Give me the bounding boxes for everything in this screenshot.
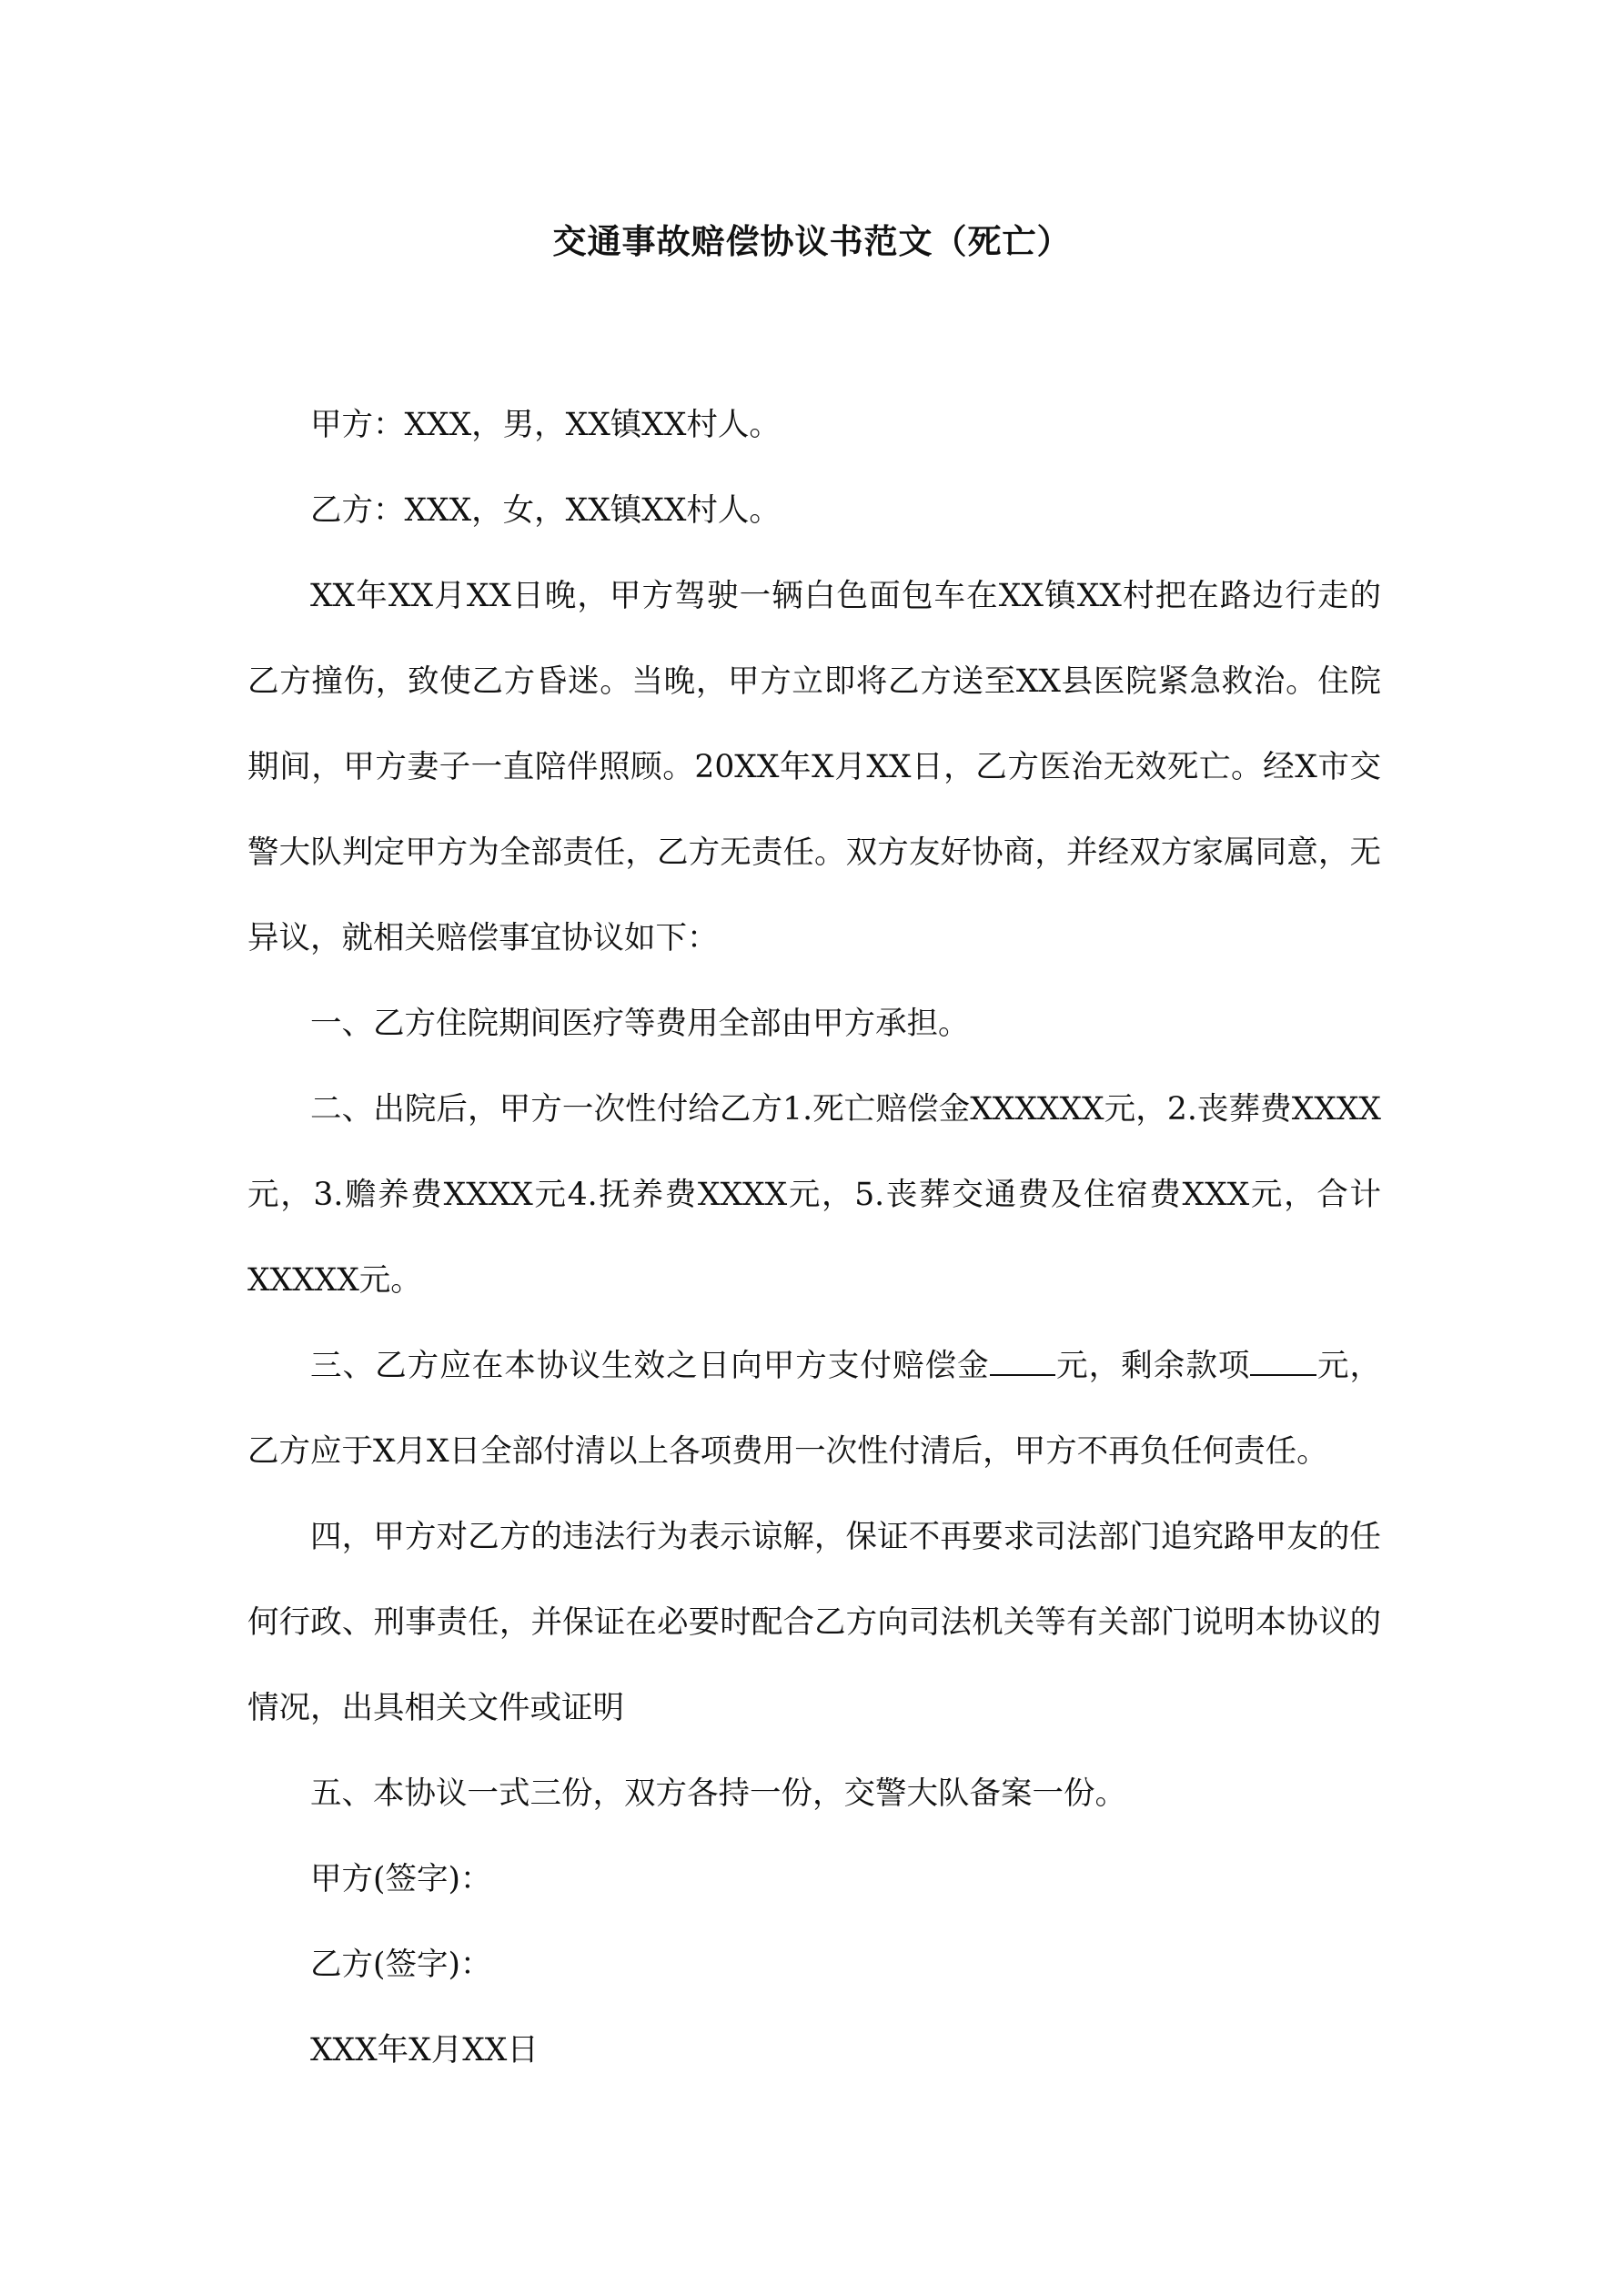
party-a-line: 甲方：XXX，男，XX镇XX村人。 xyxy=(310,407,781,443)
clause-2: 二、出院后，甲方一次性付给乙方1.死亡赔偿金XXXXXX元，2.丧葬费XXXX元，3.赡养费XXXX元4.抚养费XXXX元，5.丧葬交通费及住宿费XXX元，合计XXXXX元。 xyxy=(247,1091,1381,1299)
party-b-line: 乙方：XXX，女，XX镇XX村人。 xyxy=(310,492,781,529)
clause-3-part-1: 三、乙方应在本协议生效之日向甲方支付赔偿金 xyxy=(310,1348,990,1384)
signature-party-a: 甲方(签字)： xyxy=(310,1861,492,1897)
document-body xyxy=(247,382,1381,2093)
incident-paragraph: XX年XX月XX日晚，甲方驾驶一辆白色面包车在XX镇XX村把在路边行走的乙方撞伤，致使乙方昏迷。当晚，甲方立即将乙方送至XX县医院紧急救治。住院期间，甲方妻子一直陪伴照顾。20XX年X月XX日，乙方医治无效死亡。经X市交警大队判定甲方为全部责任，乙方无责任。双方友好协商，并经双方家属同意，无异议，就相关赔偿事宜协议如下： xyxy=(247,578,1381,956)
clause-5: 五、本协议一式三份，双方各持一份，交警大队备案一份。 xyxy=(310,1775,1126,1812)
document-title: 交通事故赔偿协议书范文（死亡） xyxy=(552,221,1072,261)
clause-1: 一、乙方住院期间医疗等费用全部由甲方承担。 xyxy=(310,1006,970,1042)
signature-party-b: 乙方(签字)： xyxy=(310,1947,492,1983)
clause-3 xyxy=(247,1323,1381,1494)
amount-blank-1 xyxy=(990,1344,1055,1376)
clause-4: 四，甲方对乙方的违法行为表示谅解，保证不再要求司法部门追究路甲友的任何行政、刑事责任，并保证在必要时配合乙方向司法机关等有关部门说明本协议的情况，出具相关文件或证明 xyxy=(247,1519,1381,1726)
amount-blank-2 xyxy=(1250,1344,1316,1376)
clause-3-part-3: 元，乙方应于X月X日全部付清以上各项费用一次性付清后，甲方不再负任何责任。 xyxy=(247,1348,1382,1470)
clause-3-part-2: 元，剩余款项 xyxy=(1055,1348,1251,1384)
signing-date: XXX年X月XX日 xyxy=(310,2032,539,2068)
